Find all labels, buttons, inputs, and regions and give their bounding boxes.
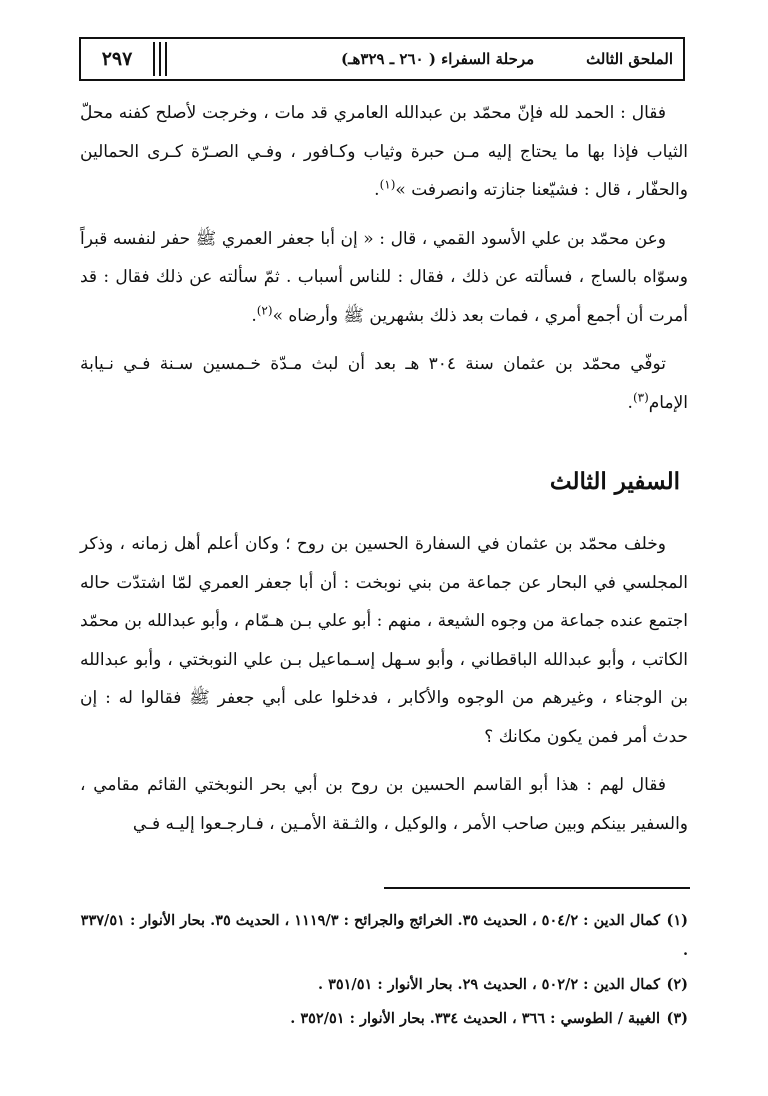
paragraph: فقال لهم : هذا أبو القاسم الحسين بن روح بن أبي بحر النوبختي القائم مقامي ، والسفير بينكم وبين صاحب الأمر ، والوكيل ، والثـقة الأمـين ، فـارجـعوا إليـه فـي [80, 775, 688, 834]
footnote: (١)كمال الدين : ٥٠٤/٢ ، الحديث ٣٥. الخرائج والجرائح : ١١١٩/٣ ، الحديث ٣٥. بحار الأنوار : ٣٣٧/٥١ . [80, 912, 688, 959]
paragraph: وعن محمّد بن علي الأسود القمي ، قال : « إن أبا جعفر العمري ﷺ حفر لنفسه قبراً وسوّاه بالساج ، فسألته عن ذلك ، فقال : للناس أسباب . ثمّ سألته عن ذلك فقال : قد أمرت أن أجمع أمري ، فمات بعد ذلك بشهرين ﷺ وأرضاه »$^{(٢)}$. [80, 228, 688, 326]
footnote: (٢)كمال الدين : ٥٠٢/٢ ، الحديث ٢٩. بحار الأنوار : ٣٥١/٥١ . [317, 976, 688, 993]
paragraph: توفّي محمّد بن عثمان سنة ٣٠٤ هـ بعد أن لبث مـدّة خـمسين سـنة فـي نـيابة الإمام$^{(٣)}$. [80, 354, 688, 413]
footnote-separator [384, 887, 690, 889]
page-number: ٢٩٧ [101, 48, 133, 70]
header-divider [159, 42, 161, 76]
page-header [79, 37, 685, 81]
footnote: (٣)الغيبة / الطوسي : ٣٦٦ ، الحديث ٣٣٤. بحار الأنوار : ٣٥٢/٥١ . [290, 1010, 688, 1027]
paragraph: فقال : الحمد لله فإنّ محمّد بن عبدالله العامري قد مات ، وخرجت لأصلح كفنه محلّ الثياب فإذا بها ما يحتاج إليه مـن حبرة وثياب وكـافور ، وفـي الصـرّة كـرى الحمالين والحفّار ، قال : فشيّعنا جنازته وانصرفت »$^{(١)}$. [80, 103, 688, 200]
header-title: مرحلة السفراء ( ٢٦٠ ـ ٣٢٩هـ) [341, 50, 535, 68]
body-text-top [80, 94, 688, 422]
section-title: السفير الثالث [549, 468, 680, 495]
header-divider [165, 42, 167, 76]
paragraph: وخلف محمّد بن عثمان في السفارة الحسين بن روح ؛ وكان أعلم أهل زمانه ، وذكر المجلسي في البحار عن جماعة من بني نوبخت : أن أبا جعفر العمري لمّا اشتدّت حاله اجتمع عنده جماعة من وجوه الشيعة ، منهم : أبو علي بـن هـمّام ، وأبو عبدالله بن محمّد الكاتب ، وأبو عبدالله الباقطاني ، وأبو سـهل إسـماعيل بـن علي النوبختي ، وأبو عبدالله بن الوجناء ، وغيرهم من الوجوه والأكابر ، فدخلوا على أبي جعفر ﷺ فقالوا له : إن حدث أمر فمن يكون مكانك ؟ [80, 534, 688, 747]
body-text-bottom [80, 525, 688, 843]
header-divider [153, 42, 155, 76]
footnotes [80, 906, 688, 1038]
header-appendix: الملحق الثالث [586, 50, 673, 68]
